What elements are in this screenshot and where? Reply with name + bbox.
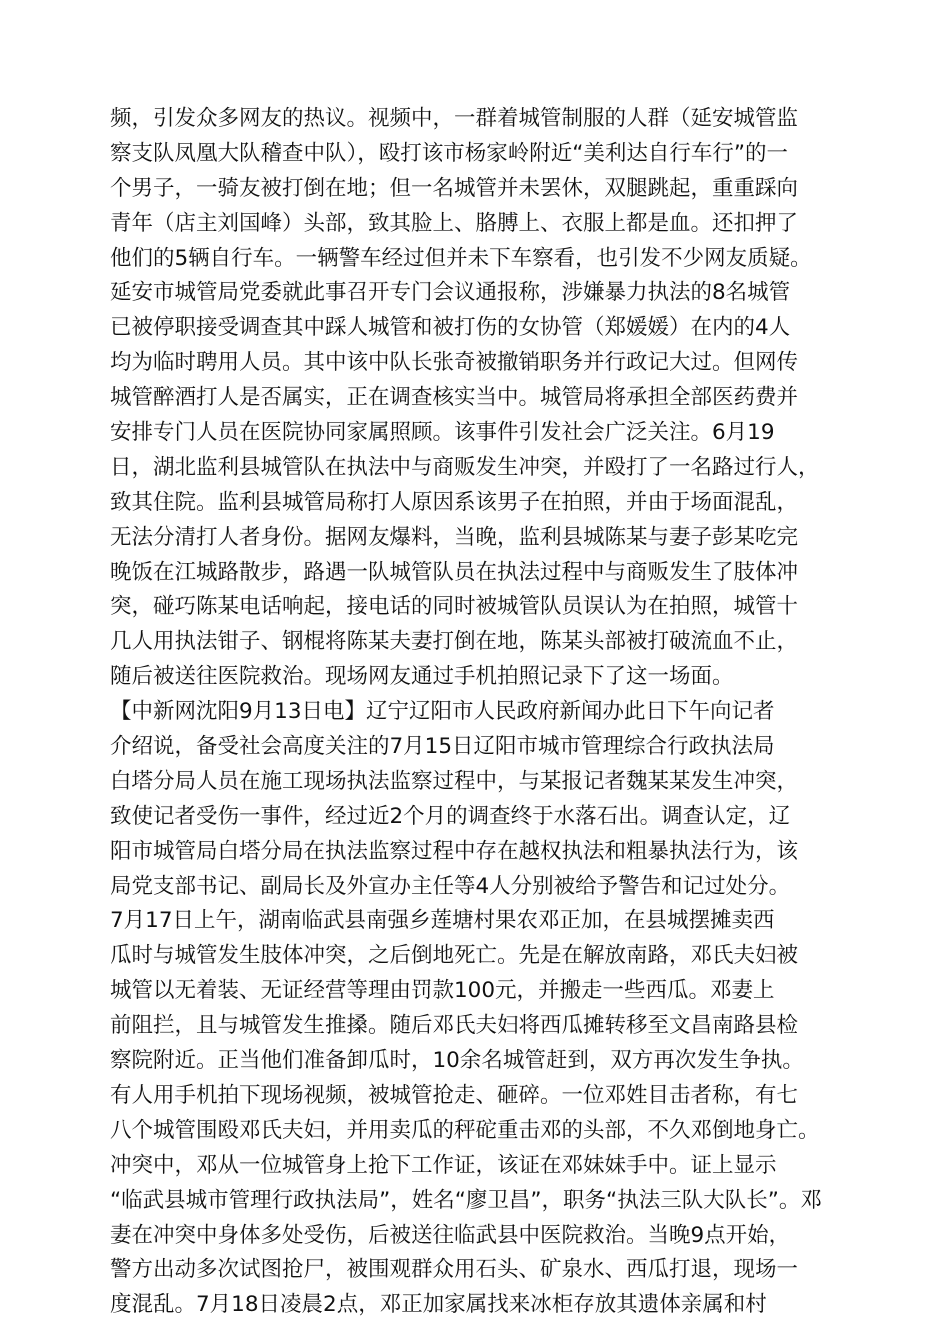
text-line: 白塔分局人员在施工现场执法监察过程中，与某报记者魏某某发生冲突， [110, 768, 799, 794]
article-body [110, 102, 870, 1323]
text-line: 几人用执法钳子、钢棍将陈某夫妻打倒在地，陈某头部被打破流血不止， [110, 629, 799, 655]
text-line: 致其住院。监利县城管局称打人原因系该男子在拍照，并由于场面混乱， [110, 489, 799, 515]
text-line: 察院附近。正当他们准备卸瓜时，10余名城管赶到，双方再次发生争执。 [110, 1048, 804, 1074]
text-line: 前阻拦，且与城管发生推搡。随后邓氏夫妇将西瓜摊转移至文昌南路县检 [110, 1013, 799, 1039]
text-line: 致使记者受伤一事件，经过近2个月的调查终于水落石出。调查认定，辽 [110, 803, 791, 829]
text-line: 随后被送往医院救治。现场网友通过手机拍照记录下了这一场面。 [110, 664, 734, 690]
text-line: 延安市城管局党委就此事召开专门会议通报称，涉嫌暴力执法的8名城管 [110, 280, 791, 306]
text-line: 均为临时聘用人员。其中该中队长张奇被撤销职务并行政记大过。但网传 [110, 350, 799, 376]
text-line: 7月17日上午，湖南临武县南强乡莲塘村果农邓正加，在县城摆摊卖西 [110, 908, 775, 934]
text-line: 突，碰巧陈某电话响起，接电话的同时被城管队员误认为在拍照，城管十 [110, 594, 799, 620]
text-line: 无法分清打人者身份。据网友爆料，当晚，监利县城陈某与妻子彭某吃完 [110, 524, 799, 550]
text-line: 八个城管围殴邓氏夫妇，并用卖瓜的秤砣重击邓的头部，不久邓倒地身亡。 [110, 1117, 820, 1143]
text-line: 阳市城管局白塔分局在执法监察过程中存在越权执法和粗暴执法行为，该 [110, 838, 799, 864]
text-line: 晚饭在江城路散步，路遇一队城管队员在执法过程中与商贩发生了肢体冲 [110, 559, 799, 585]
text-line: 日，湖北监利县城管队在执法中与商贩发生冲突，并殴打了一名路过行人， [110, 454, 820, 480]
text-line: 城管以无着装、无证经营等理由罚款100元，并搬走一些西瓜。邓妻上 [110, 978, 775, 1004]
text-line: 个男子，一骑友被打倒在地；但一名城管并未罢休，双腿跳起，重重踩向 [110, 175, 799, 201]
text-line: 频，引发众多网友的热议。视频中，一群着城管制服的人群（延安城管监 [110, 106, 799, 131]
text-line: 青年（店主刘国峰）头部，致其脸上、胳膊上、衣服上都是血。还扣押了 [110, 210, 799, 236]
text-line: 有人用手机拍下现场视频，被城管抢走、砸碎。一位邓姓目击者称，有七 [110, 1082, 799, 1108]
text-line: 瓜时与城管发生肢体冲突，之后倒地死亡。先是在解放南路，邓氏夫妇被 [110, 943, 799, 969]
text-line: 冲突中，邓从一位城管身上抢下工作证，该证在邓妹妹手中。证上显示 [110, 1152, 777, 1178]
text-line: 局党支部书记、副局长及外宣办主任等4人分别被给予警告和记过处分。 [110, 873, 791, 899]
text-line: 妻在冲突中身体多处受伤，后被送往临武县中医院救治。当晚9点开始， [110, 1222, 791, 1248]
text-line: 警方出动多次试图抢尸，被围观群众用石头、矿泉水、西瓜打退，现场一 [110, 1257, 799, 1283]
text-line: 度混乱。7月18日凌晨2点，邓正加家属找来冰柜存放其遗体亲属和村 [110, 1292, 767, 1318]
text-line: 介绍说，备受社会高度关注的7月15日辽阳市城市管理综合行政执法局 [110, 734, 775, 760]
text-line: 他们的5辆自行车。一辆警车经过但并未下车察看，也引发不少网友质疑。 [110, 245, 812, 271]
text-line: 已被停职接受调查其中踩人城管和被打伤的女协管（郑媛媛）在内的4人 [110, 315, 791, 341]
text-line: 城管醉酒打人是否属实，正在调查核实当中。城管局将承担全部医药费并 [110, 385, 799, 411]
text-line: 安排专门人员在医院协同家属照顾。该事件引发社会广泛关注。6月19 [110, 420, 775, 446]
text-line: 察支队凤凰大队稽查中队），殴打该市杨家岭附近“美利达自行车行”的一 [110, 140, 789, 166]
text-line: “临武县城市管理行政执法局”，姓名“廖卫昌”，职务“执法三队大队长”。邓 [110, 1187, 822, 1213]
text-line: 【中新网沈阳9月13日电】辽宁辽阳市人民政府新闻办此日下午向记者 [110, 699, 775, 725]
